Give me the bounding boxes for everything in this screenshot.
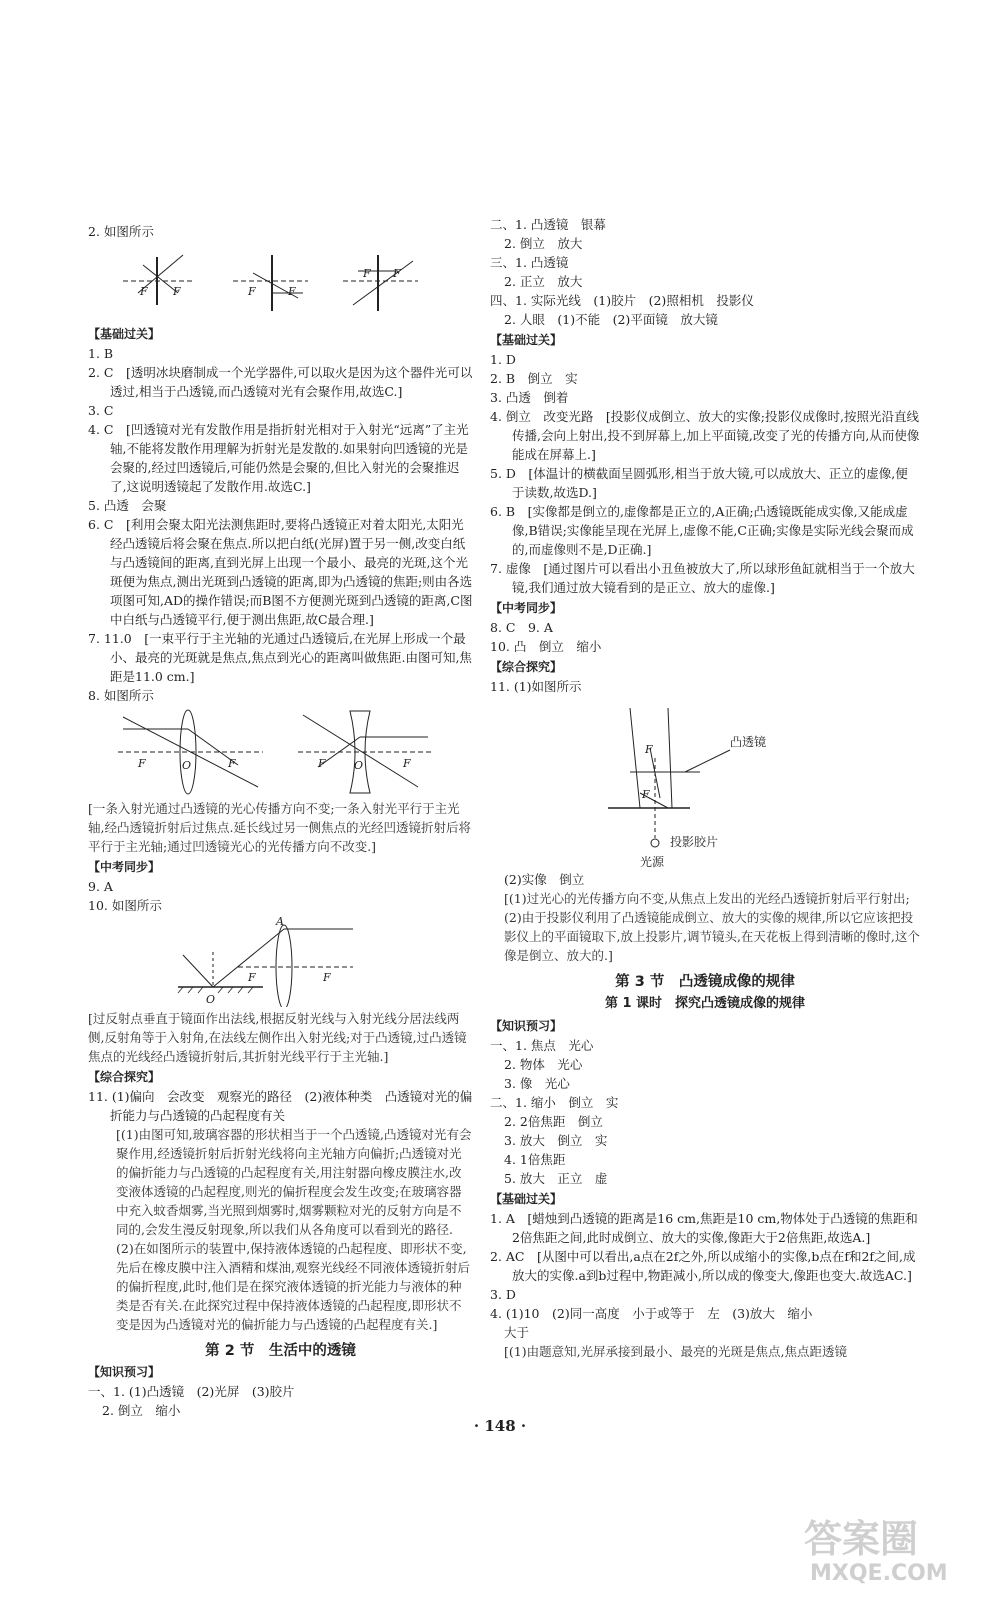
section-zhishi-right: 【知识预习】 bbox=[490, 1019, 563, 1033]
answer-r2: 2. B 倒立 实 bbox=[490, 371, 578, 386]
source-label: 光源 bbox=[640, 855, 665, 868]
optical-center-label: O bbox=[182, 759, 192, 772]
answer-r7: 7. 虚像 [通过图片可以看出小丑鱼被放大了,所以球形鱼缸就相当于一个放大镜,我们通过放大镜看到的是正立、放大的虚像.] bbox=[490, 561, 915, 595]
page-number: · 148 · bbox=[473, 1417, 527, 1435]
light-ray bbox=[303, 715, 418, 787]
answer-8: 8. 如图所示 bbox=[88, 688, 154, 703]
knowledge-2: 2. 倒立 缩小 bbox=[102, 1403, 181, 1418]
knowledge-r1: 二、1. 凸透镜 银幕 bbox=[490, 217, 606, 232]
answer-10: 10. 如图所示 bbox=[88, 898, 162, 913]
point-label: A bbox=[276, 917, 284, 928]
answer-10-explanation: [过反射点垂直于镜面作出法线,根据反射光线与入射光线分居法线两侧,反射角等于入射角,在法线左侧作出入射光线;对于凸透镜,过凸透镜焦点的光线经凸透镜折射后,其折射光线平行于主光轴.] bbox=[88, 1011, 467, 1064]
answer-5: 5. 凸透 会聚 bbox=[88, 498, 167, 513]
answer-11-explanation-1: [(1)由图可知,玻璃容器的形状相当于一个凸透镜,凸透镜对光有会聚作用,经透镜折射后折射光线将向主光轴方向偏折;凸透镜对光的偏折能力与凸透镜的凸起程度有关,用注射器向橡皮膜注水,改变液体透镜的凸起程度,则光的偏折程度会发生改变;在玻璃容器中充入蚊香烟雾,当光照到烟雾时,烟雾颗粒对光的反射方向是不同的,会发生漫反射现象,所以我们从各角度可以看到光的路径. bbox=[116, 1127, 472, 1237]
answer-11-explanation-2: (2)在如图所示的装置中,保持液体透镜的凸起程度、即形状不变,先后在橡皮膜中注入酒精和煤油,观察光线经不同液体透镜折射后的偏折程度,此时,他们是在探究液体透镜的折光能力与液体的种类是否有关.在此探究过程中保持液体透镜的凸起程度,即形状不变是因为凸透镜对光的偏折能力与凸透镜的凸起程度有关.] bbox=[116, 1241, 470, 1332]
answer-r3: 3. 凸透 倒着 bbox=[490, 390, 569, 405]
answer-d3: 3. D bbox=[490, 1287, 516, 1302]
focus-label: F bbox=[363, 267, 371, 280]
light-source-icon bbox=[651, 839, 659, 847]
light-ray bbox=[183, 955, 213, 987]
answer-d1: 1. A [蜡烛到凸透镜的距离是16 cm,焦距是10 cm,物体处于凸透镜的焦距和2倍焦距之间,此时成倒立、放大的实像,像距大于2倍焦距,故选A.] bbox=[490, 1211, 918, 1245]
optical-center-label: O bbox=[354, 759, 364, 772]
answer-r1: 1. D bbox=[490, 352, 516, 367]
pointer-line bbox=[685, 750, 730, 772]
focus-label: F bbox=[403, 757, 411, 770]
focus-label: F bbox=[645, 743, 653, 756]
watermark-site: MXQE.COM bbox=[810, 1561, 948, 1586]
left-column bbox=[88, 222, 473, 1420]
answer-11: 11. (1)偏向 会改变 观察光的路径 (2)液体种类 凸透镜对光的偏折能力与凸透镜的凸起程度有关 bbox=[88, 1089, 473, 1123]
answer-r6: 6. B [实像都是倒立的,虚像都是正立的,A正确;凸透镜既能成实像,又能成虚像,B错误;实像能呈现在光屏上,虚像不能,C正确;实像是实际光线会聚而成的,而虚像则不是,D正确.] bbox=[490, 504, 914, 557]
knowledge-c1: 一、1. 焦点 光心 bbox=[490, 1038, 594, 1053]
section-zhishi: 【知识预习】 bbox=[88, 1365, 161, 1379]
answer-7: 7. 11.0 [一束平行于主光轴的光通过凸透镜后,在光屏上形成一个最小、最亮的光斑就是焦点,焦点到光心的距离叫做焦距.由图可知,焦距是11.0 cm.] bbox=[88, 631, 472, 684]
answer-d4-explanation: [(1)由题意知,光屏承接到最小、最亮的光斑是焦点,焦点距透镜 bbox=[504, 1344, 848, 1359]
knowledge-c2: 2. 物体 光心 bbox=[504, 1057, 583, 1072]
answer-2: 2. C [透明冰块磨制成一个光学器件,可以取火是因为这个器件光可以透过,相当于凸透镜,而凸透镜对光有会聚作用,故选C.] bbox=[88, 365, 473, 399]
lens-label: 凸透镜 bbox=[730, 735, 767, 749]
section-basic-right-2: 【基础过关】 bbox=[490, 1192, 563, 1206]
figure-q2-lenses bbox=[88, 243, 418, 323]
knowledge-r3: 三、1. 凸透镜 bbox=[490, 255, 569, 270]
focus-label: F bbox=[248, 971, 256, 984]
section-zhongkao: 【中考同步】 bbox=[88, 860, 161, 874]
knowledge-c5: 2. 2倍焦距 倒立 bbox=[504, 1114, 603, 1129]
film-label: 投影胶片 bbox=[670, 835, 719, 849]
answer-4: 4. C [凹透镜对光有发散作用是指折射光相对于入射光“远离”了主光轴,不能将发散作用理解为折射光是发散的.如果射向凹透镜的光是会聚的,经过凹透镜后,可能仍然是会聚的,但比入射光的会聚推迟了,这说明透镜起了发散作用.故选C.] bbox=[88, 422, 469, 494]
lesson-title: 第 1 课时 探究凸透镜成像的规律 bbox=[604, 996, 806, 1011]
answer-d4: 4. (1)10 (2)同一高度 小于或等于 左 (3)放大 缩小 bbox=[490, 1306, 813, 1321]
knowledge-r6: 2. 人眼 (1)不能 (2)平面镜 放大镜 bbox=[504, 312, 718, 327]
focus-label: F bbox=[248, 285, 256, 298]
answer-r4: 4. 倒立 改变光路 [投影仪成倒立、放大的实像;投影仪成像时,按照光沿直线传播,会向上射出,投不到屏幕上,加上平面镜,改变了光的传播方向,从而使像能成在屏幕上.] bbox=[490, 409, 920, 462]
section-title-3: 第 3 节 凸透镜成像的规律 bbox=[615, 974, 795, 990]
light-ray bbox=[353, 261, 413, 305]
section-zhongkao-right: 【中考同步】 bbox=[490, 601, 563, 615]
knowledge-c4: 二、1. 缩小 倒立 实 bbox=[490, 1095, 619, 1110]
convex-lens bbox=[276, 925, 292, 1007]
focus-label: F bbox=[228, 757, 236, 770]
section-title-2: 第 2 节 生活中的透镜 bbox=[205, 1343, 356, 1359]
light-ray bbox=[630, 708, 640, 808]
answer-q2: 2. 如图所示 bbox=[88, 224, 154, 239]
answer-9: 9. A bbox=[88, 879, 113, 894]
answer-r5: 5. D [体温计的横截面呈圆弧形,相当于放大镜,可以成放大、正立的虚像,便于读数,故选D.] bbox=[490, 466, 908, 500]
answer-r11: 11. (1)如图所示 bbox=[490, 679, 582, 694]
point-label: O bbox=[206, 993, 216, 1006]
light-ray bbox=[668, 708, 672, 808]
answer-r10: 10. 凸 倒立 缩小 bbox=[490, 639, 602, 654]
focus-label: F bbox=[318, 757, 326, 770]
knowledge-c8: 5. 放大 正立 虚 bbox=[504, 1171, 608, 1186]
knowledge-c3: 3. 像 光心 bbox=[504, 1076, 570, 1091]
answer-8-explanation: [一条入射光通过凸透镜的光心传播方向不变;一条入射光平行于主光轴,经凸透镜折射后过焦点.延长线过另一侧焦点的光经凹透镜折射后将平行于主光轴;通过凹透镜光心的光传播方向不改变.] bbox=[88, 801, 471, 854]
focus-label: F bbox=[173, 285, 181, 298]
answer-r8: 8. C 9. A bbox=[490, 620, 553, 635]
answer-r11-explanation: [(1)过光心的光传播方向不变,从焦点上发出的光经凸透镜折射后平行射出;(2)由于投影仪利用了凸透镜能成倒立、放大的实像的规律,所以它应该把投影仪上的平面镜取下,放上投影片,调节镜头,在天花板上得到清晰的像时,这个像是倒立、放大的.] bbox=[504, 891, 920, 963]
figure-q8-lenses bbox=[88, 707, 448, 797]
answer-d4b: 大于 bbox=[504, 1325, 530, 1340]
knowledge-r4: 2. 正立 放大 bbox=[504, 274, 583, 289]
focus-label: F bbox=[393, 267, 401, 280]
answer-1: 1. B bbox=[88, 346, 114, 361]
figure-r11-projector bbox=[490, 698, 910, 868]
focus-label: F bbox=[642, 788, 650, 801]
focus-label: F bbox=[323, 971, 331, 984]
figure-q10-mirror-lens bbox=[88, 917, 448, 1007]
focus-label: F bbox=[140, 285, 148, 298]
section-zonghe-right: 【综合探究】 bbox=[490, 660, 563, 674]
section-zonghe: 【综合探究】 bbox=[88, 1070, 161, 1084]
answer-3: 3. C bbox=[88, 403, 114, 418]
watermark-logo bbox=[796, 1506, 986, 1586]
right-column bbox=[490, 215, 920, 1361]
knowledge-r2: 2. 倒立 放大 bbox=[504, 236, 583, 251]
watermark-text: 答案圈 bbox=[804, 1517, 919, 1561]
section-basic-right: 【基础过关】 bbox=[490, 333, 563, 347]
knowledge-1: 一、1. (1)凸透镜 (2)光屏 (3)胶片 bbox=[88, 1384, 295, 1399]
knowledge-c6: 3. 放大 倒立 实 bbox=[504, 1133, 608, 1148]
answer-r11-2: (2)实像 倒立 bbox=[504, 872, 585, 887]
focus-label: F bbox=[288, 285, 296, 298]
answer-d2: 2. AC [从图中可以看出,a点在2f之外,所以成缩小的实像,b点在f和2f之间,成放大的实像.a到b过程中,物距减小,所以成的像变大,像距也变大.故选AC.] bbox=[490, 1249, 916, 1283]
knowledge-c7: 4. 1倍焦距 bbox=[504, 1152, 566, 1167]
section-basic: 【基础过关】 bbox=[88, 327, 161, 341]
knowledge-r5: 四、1. 实际光线 (1)胶片 (2)照相机 投影仪 bbox=[490, 293, 754, 308]
focus-label: F bbox=[138, 757, 146, 770]
answer-6: 6. C [利用会聚太阳光法测焦距时,要将凸透镜正对着太阳光,太阳光经凸透镜后将会聚在焦点.所以把白纸(光屏)置于另一侧,改变白纸与凸透镜间的距离,直到光屏上出现一个最小、最亮的光斑,这个光斑便为焦点,测出光斑到凸透镜的距离,即为凸透镜的焦距;则由各选项图可知,AD的操作错误;而B图不方便测光斑到凸透镜的距离,C图中白纸与凸透镜平行,便于测出焦距,故C最合理.] bbox=[88, 517, 473, 627]
